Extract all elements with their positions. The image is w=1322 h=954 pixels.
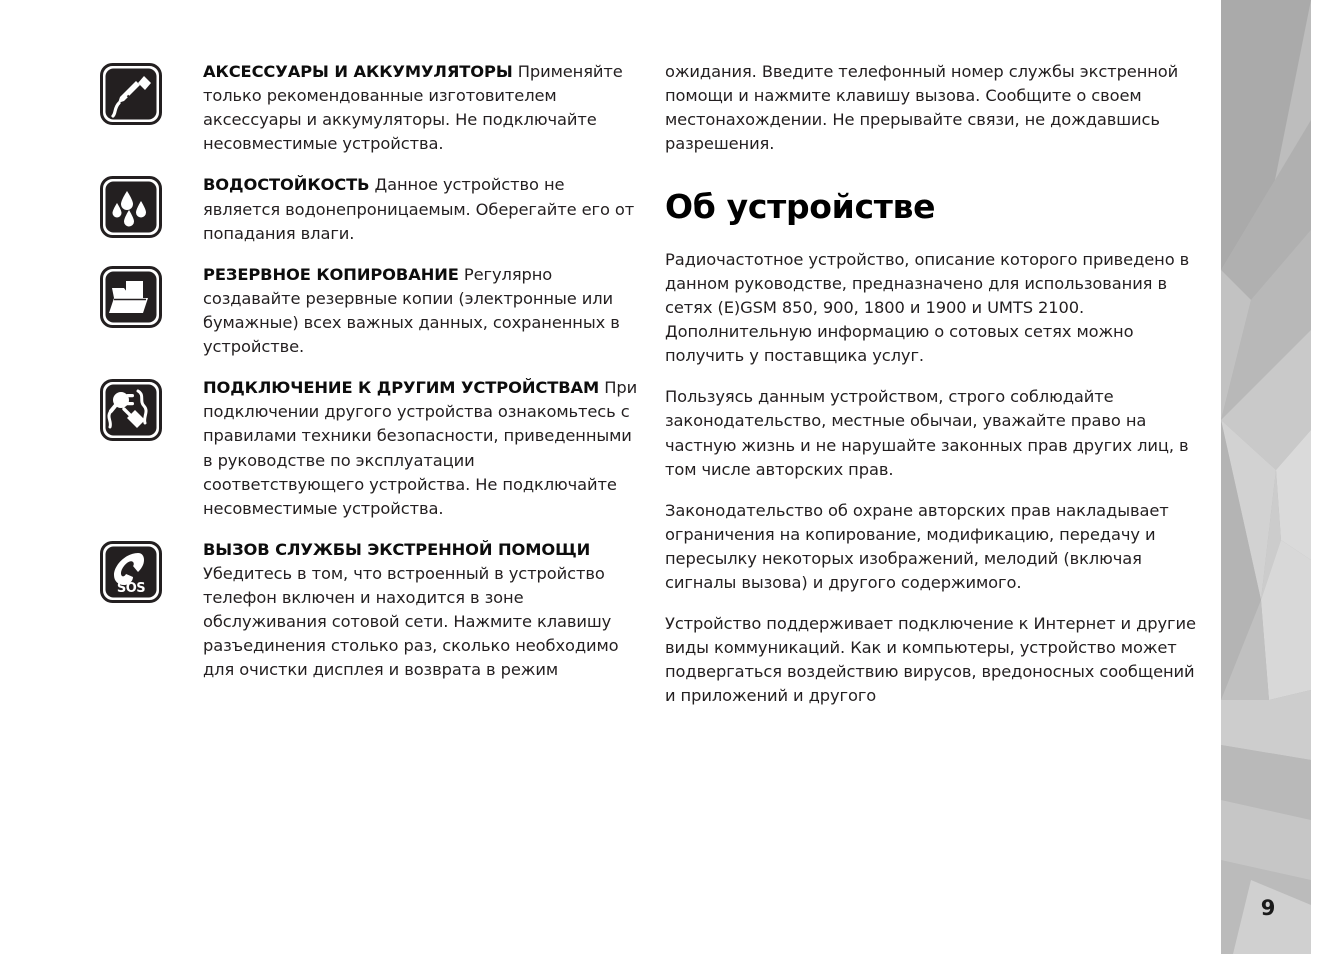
safety-item-body: Применяйте только рекомендованные изготовителем аксессуары и аккумуляторы. Не подключайте несовместимые устройства. — [203, 62, 623, 154]
safety-item-lead: ВЫЗОВ СЛУЖБЫ ЭКСТРЕННОЙ ПОМОЩИ — [203, 539, 591, 559]
polygon-pattern-graphic — [1221, 0, 1311, 954]
right-column — [665, 60, 1210, 709]
plug-socket-connect-icon — [100, 379, 162, 441]
decorative-polygon-band — [1221, 0, 1311, 954]
body-paragraph: Пользуясь данным устройством, строго соблюдайте законодательство, местные обычаи, уважайте право на частную жизнь и не нарушайте законных прав других лиц, в том числе авторских прав. — [665, 387, 1189, 479]
safety-item-text — [203, 263, 638, 359]
safety-item-accessories — [100, 60, 638, 156]
safety-item-water-resistance — [100, 173, 638, 245]
page-number: 9 — [1260, 896, 1276, 920]
continuation-paragraph: ожидания. Введите телефонный номер службы экстренной помощи и нажмите клавишу вызова. Сообщите о своем местонахождении. Не прерывайте связи, не дождавшись разрешения. — [665, 62, 1179, 154]
safety-item-lead: РЕЗЕРВНОЕ КОПИРОВАНИЕ — [203, 264, 459, 284]
charger-plug-icon — [100, 63, 162, 125]
safety-item-lead: АКСЕССУАРЫ И АККУМУЛЯТОРЫ — [203, 62, 513, 81]
body-paragraph: Законодательство об охране авторских прав накладывает ограничения на копирование, модификацию, передачу и пересылку некоторых изображений, мелодий (включая сигналы вызова) и другого содержимого. — [665, 500, 1169, 593]
safety-item-text — [203, 538, 638, 683]
safety-item-emergency-call — [100, 538, 638, 683]
safety-item-body: Убедитесь в том, что встроенный в устройство телефон включен и находится в зоне обслуживания сотовой сети. Нажмите клавишу разъединения столько раз, сколько необходимо для очистки дисплея и возврата в режим — [203, 563, 619, 680]
safety-item-body: Данное устройство не является водонепроницаемым. Оберегайте его от попадания влаги. — [203, 175, 635, 243]
left-column — [100, 60, 638, 700]
safety-item-text — [203, 376, 638, 521]
water-drops-icon — [100, 176, 162, 238]
body-paragraph: Устройство поддерживает подключение к Интернет и другие виды коммуникаций. Как и компьютеры, устройство может подвергаться воздействию вирусов, вредоносных сообщений и приложений и другого — [665, 614, 1196, 706]
folder-backup-icon — [100, 266, 162, 328]
svg-text:SOS: SOS — [116, 580, 146, 596]
safety-item-text — [203, 60, 638, 156]
safety-item-connect-devices — [100, 376, 638, 521]
safety-item-text — [203, 173, 638, 245]
phone-sos-icon — [100, 541, 162, 603]
safety-item-body: Регулярно создавайте резервные копии (электронные или бумажные) всех важных данных, сохраненных в устройстве. — [203, 264, 620, 357]
safety-item-lead: ВОДОСТОЙКОСТЬ — [203, 175, 370, 195]
safety-item-backup — [100, 263, 638, 359]
safety-item-body: При подключении другого устройства ознакомьтесь с правилами техники безопасности, приведенными в руководстве по эксплуатации соответствующего устройства. Не подключайте несовместимые устройства. — [203, 378, 638, 518]
body-paragraph: Радиочастотное устройство, описание которого приведено в данном руководстве, предназначено для использования в сетях (E)GSM 850, 900, 1800 и 1900 и UMTS 2100. Дополнительную информацию о сотовых сетях можно получить у поставщика услуг. — [665, 249, 1190, 366]
safety-item-lead: ПОДКЛЮЧЕНИЕ К ДРУГИМ УСТРОЙСТВАМ — [203, 378, 600, 398]
section-title: Об устройстве — [665, 187, 936, 227]
